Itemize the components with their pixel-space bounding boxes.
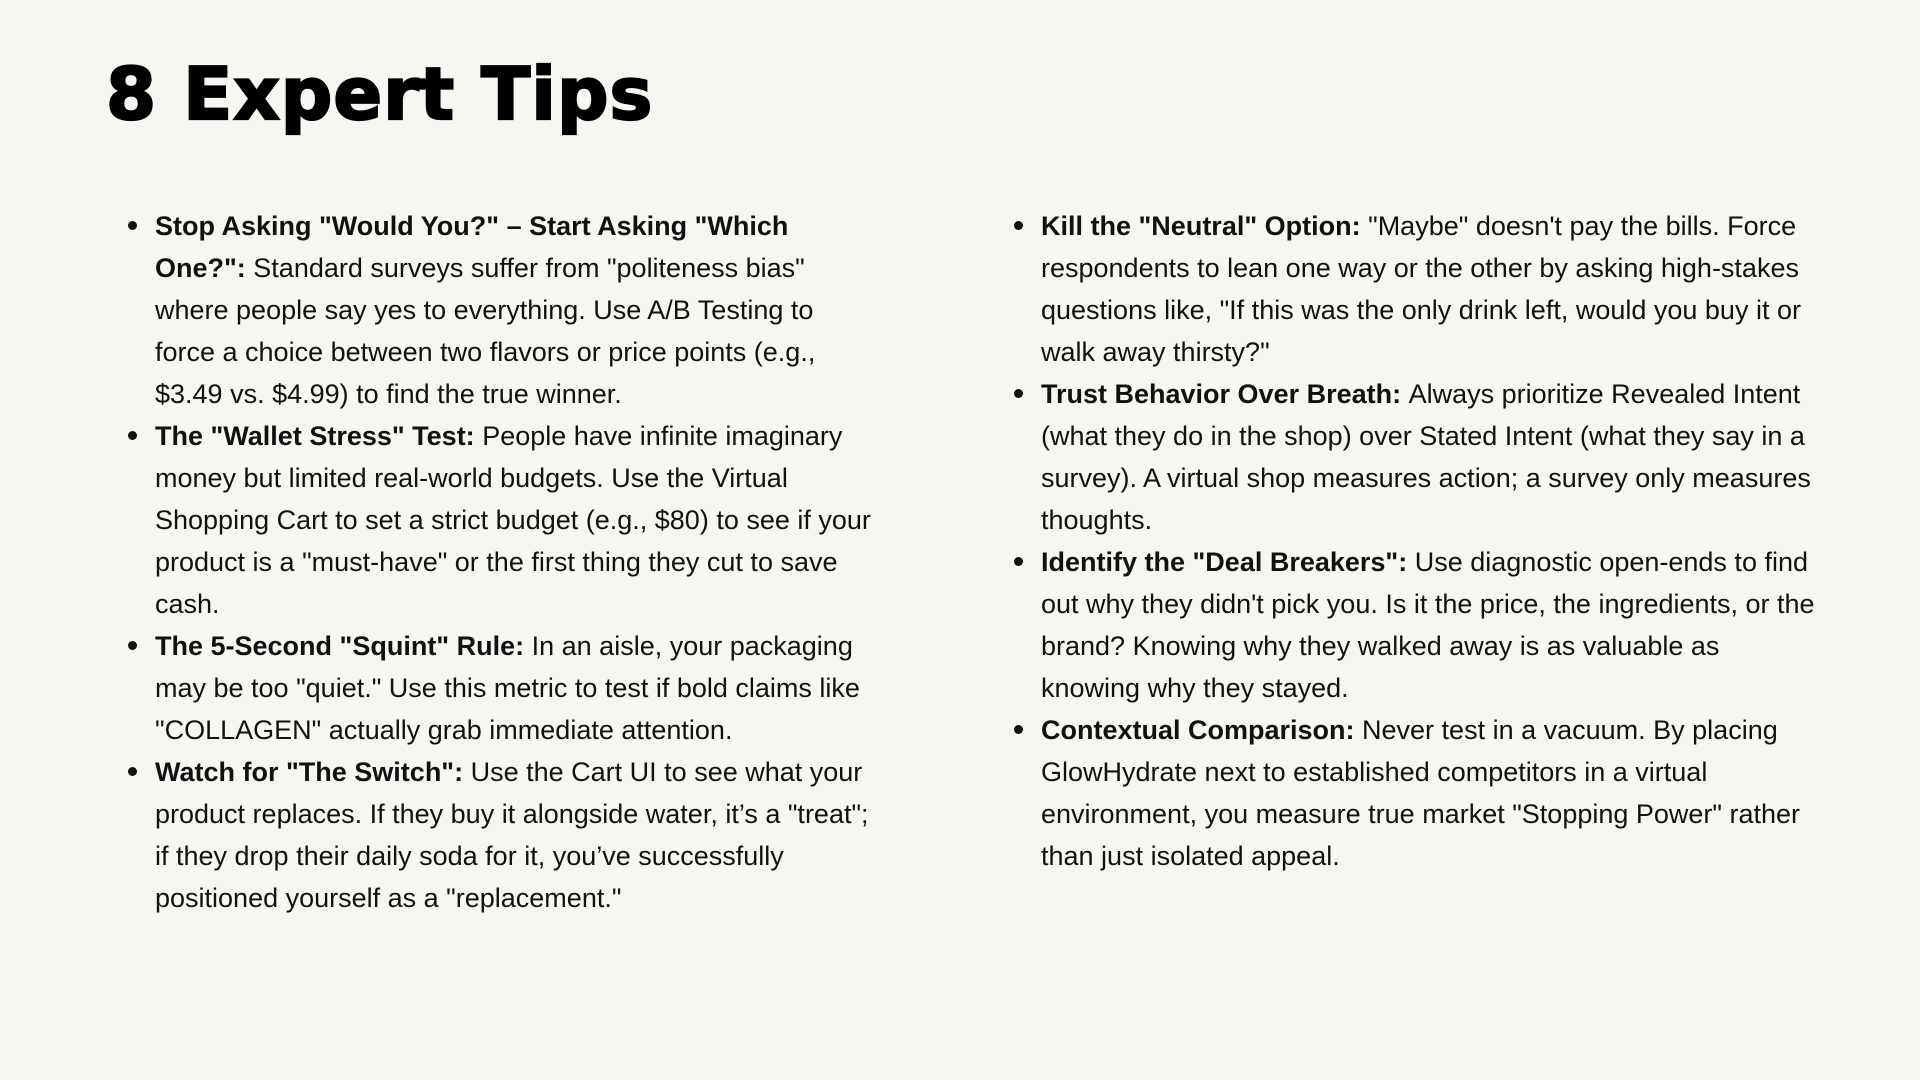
tip-body: Use the Cart UI to see what your product replaces. If they buy it alongside water, it’s a "treat"; if they drop their daily soda for it, you’ve successfully positioned yourself as a "replacement.": [155, 757, 869, 913]
list-item: [1041, 709, 1822, 877]
list-item: [155, 205, 880, 415]
tip-heading: Watch for "The Switch":: [155, 757, 471, 787]
tip-body: Standard surveys suffer from "politeness bias" where people say yes to everything. Use A/B Testing to force a choice between two flavors or price points (e.g., $3.49 vs. $4.99) to find the true winner.: [155, 253, 816, 409]
bullet-dot-icon: [1014, 389, 1023, 398]
list-item: [155, 415, 880, 625]
bullet-dot-icon: [128, 641, 137, 650]
tips-list-left: [155, 205, 880, 919]
list-item: [1041, 373, 1822, 541]
bullet-dot-icon: [128, 767, 137, 776]
list-item: [1041, 541, 1822, 709]
tip-heading: The "Wallet Stress" Test:: [155, 421, 483, 451]
bullet-dot-icon: [1014, 557, 1023, 566]
tip-heading: Stop Asking "Would You?" – Start Asking "Which One?":: [155, 211, 789, 283]
bullet-dot-icon: [1014, 221, 1023, 230]
tip-body: In an aisle, your packaging may be too "quiet." Use this metric to test if bold claims like "COLLAGEN" actually grab immediate attention.: [155, 631, 860, 745]
bullet-dot-icon: [1014, 725, 1023, 734]
tips-list-right: [1041, 205, 1822, 877]
tip-heading: Contextual Comparison:: [1041, 715, 1363, 745]
tip-body: People have infinite imaginary money but limited real-world budgets. Use the Virtual Shopping Cart to set a strict budget (e.g., $80) to see if your product is a "must-have" or the first thing they cut to save cash.: [155, 421, 871, 619]
tip-body: Use diagnostic open-ends to find out why they didn't pick you. Is it the price, the ingredients, or the brand? Knowing why they walked away is as valuable as knowing why they stayed.: [1041, 547, 1815, 703]
tip-heading: Trust Behavior Over Breath:: [1041, 379, 1409, 409]
tip-body: "Maybe" doesn't pay the bills. Force respondents to lean one way or the other by asking high-stakes questions like, "If this was the only drink left, would you buy it or walk away thirsty?": [1041, 211, 1801, 367]
bullet-dot-icon: [128, 431, 137, 440]
tip-body: Never test in a vacuum. By placing GlowHydrate next to established competitors in a virtual environment, you measure true market "Stopping Power" rather than just isolated appeal.: [1041, 715, 1801, 871]
list-item: [155, 625, 880, 751]
list-item: [1041, 205, 1822, 373]
bullet-dot-icon: [128, 221, 137, 230]
list-item: [155, 751, 880, 919]
tip-heading: Identify the "Deal Breakers":: [1041, 547, 1415, 577]
tip-heading: The 5-Second "Squint" Rule:: [155, 631, 532, 661]
tip-heading: Kill the "Neutral" Option:: [1041, 211, 1369, 241]
tip-body: Always prioritize Revealed Intent (what they do in the shop) over Stated Intent (what they say in a survey). A virtual shop measures action; a survey only measures thoughts.: [1041, 379, 1811, 535]
page-title: 8 Expert Tips: [106, 52, 654, 136]
